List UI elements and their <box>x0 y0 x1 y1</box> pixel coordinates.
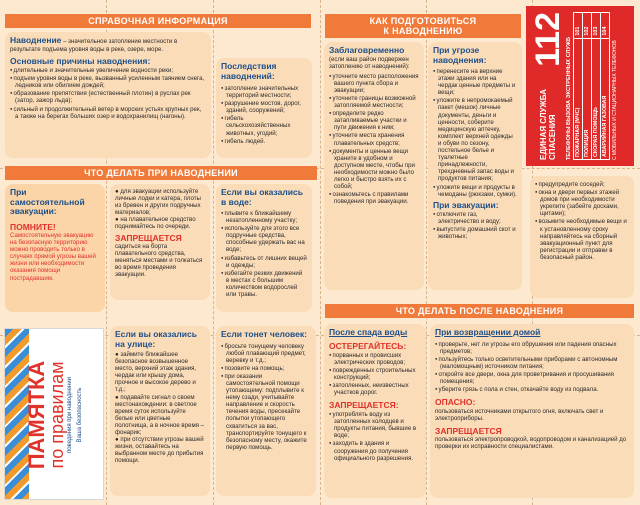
list-item: ● гибель людей. <box>221 137 307 145</box>
in-water-panel <box>216 184 312 312</box>
danger-label: ОПАСНО: <box>435 397 476 408</box>
fold-line <box>426 0 427 505</box>
list-item: ● предупредите соседей; <box>535 180 629 188</box>
self-evacuation-rules-panel <box>110 184 210 300</box>
list-item: ● разрушение мостов, дорог, зданий, сооружений; <box>221 99 307 114</box>
list-item: ● уложите вещи и продукты в чемоданы (рюкзаки, сумки). <box>433 183 517 198</box>
after-forbidden-list <box>329 410 421 462</box>
list-item: ● при оказании самостоятельной помощи утопающему: подплывите к нему сзади, учитывайте направление и скорость течения воды, пресекайте попытки утопающего схватиться за вас, транспортируйте тонущего к безопасному месту, окажите первую помощь. <box>221 372 311 451</box>
evacuation-continued-list <box>535 180 629 261</box>
list-item: ● позовите на помощь; <box>221 364 311 372</box>
threat-panel <box>428 42 522 290</box>
list-item: ● окна и двери первых этажей домов при необходимости укрепите (забейте досками, щитами); <box>535 188 629 217</box>
list-item: ● плывите к ближайшему незатопленному участку; <box>221 209 307 224</box>
self-evacuation-panel <box>5 184 105 312</box>
advance-title: Заблаговременно <box>329 45 405 55</box>
list-item: ● уберите грязь с пола и стен, откачайте воду из подвала. <box>435 385 629 393</box>
list-item: ● отключите газ, электричество и воду; <box>433 210 517 225</box>
evacuation-title: При эвакуации: <box>433 199 499 210</box>
forbidden-text: садиться на борта плавательного средства, меняться местами и толкаться во время проведения эвакуации. <box>115 243 203 279</box>
drowning-panel <box>216 326 316 496</box>
causes-title: Основные причины наводнения: <box>10 55 151 66</box>
list-item: ● избегайте резких движений в местах с большим количеством водорослей или травы. <box>221 269 307 298</box>
service-code: 103 <box>592 13 601 39</box>
return-home-title: При возвращении домой <box>435 327 541 337</box>
remember-label: ПОМНИТЕ! <box>10 221 56 232</box>
list-item: ● заходить в здания и сооружения до получения официального разрешения. <box>329 439 421 461</box>
return-home-list <box>435 340 629 394</box>
list-item: ● образование препятствия (естественный плотин) в руслах рек (затор, зажор льда); <box>10 89 206 104</box>
advance-preparation-panel <box>324 42 424 290</box>
street-text: ● займите ближайшее безопасное возвышенное место, верхний этаж здания, чердак или крышу дома, прочное и высокое дерево и т.д.; ● подавайте сигнал о своем местонахождении: в светлое время суток используйте белые или цветные полотнища, а в ночное время – фонарик; ● при отсутствии угрозы вашей жизни, оставайтесь на выбранном месте до прибытия помощи. <box>115 351 205 465</box>
term: Наводнение <box>10 35 62 45</box>
service-code: 101 <box>574 13 583 39</box>
list-item: ● определите редко затапливаемые участки и пути движения к ним; <box>329 109 419 131</box>
list-item: ● проверьте, нет ли угрозы его обрушения или падения опасных предметов; <box>435 340 629 355</box>
list-item: ● употреблять воду из затопленных колодцев и продукты питания, бывшие в воде; <box>329 410 421 439</box>
list-item: ● затопленных, неизвестных участков дорог. <box>329 381 421 396</box>
fold-line <box>213 0 214 505</box>
hotline-number: 112 <box>529 12 567 67</box>
in-water-title: Если вы оказались в воде: <box>221 187 303 207</box>
table-row <box>592 13 601 160</box>
service-name: ПОЖАРНАЯ (МЧС) <box>574 38 583 159</box>
drowning-list <box>221 342 311 451</box>
list-item: ● выпустите домашний скот и животных; <box>433 225 517 240</box>
list-item: ● поврежденных строительных конструкций; <box>329 366 421 381</box>
service-name: АВАРИЙНАЯ ГАЗОВАЯ <box>601 38 610 159</box>
list-item: ● уточните места хранения плавательных средств; <box>329 131 419 146</box>
consequences-list <box>221 84 307 145</box>
evacuation-list <box>433 210 517 240</box>
advance-list <box>329 72 419 206</box>
after-forbidden-label: ЗАПРЕЩАЕТСЯ: <box>329 399 399 410</box>
threat-list <box>433 67 517 198</box>
consequences-panel <box>216 58 312 158</box>
service-name: СКОРАЯ ПОМОЩЬ <box>592 38 601 159</box>
self-evacuation-title: При самостоятельной эвакуации: <box>10 187 85 216</box>
list-item: ● подъем уровня воды в реке, вызванный усиленным таянием снега, ледников или обилием дождей; <box>10 74 206 89</box>
caution-list <box>329 351 421 397</box>
advance-subtitle: (если ваш район подвержен затоплению от наводнений): <box>329 55 410 70</box>
remember-text: Самостоятельную эвакуацию на безопасную территорию можно проводить только в случаях прямой угрозы вашей жизни или необходимости оказания помощи пострадавшим. <box>10 232 96 282</box>
service-subtitle: СПАСЕНИЯ <box>548 114 557 160</box>
cover-small: поведения при наводнении <box>67 376 73 454</box>
list-item: ● возьмите необходимые вещи и к установленному сроку направляйтесь на сборный эвакуационный пункт для регистрации и отправки в безопасный район. <box>535 217 629 261</box>
list-item: ● уложите в непромокаемый пакет (мешок) личные документы, деньги и ценности, соберите медицинскую аптечку, комплект верхней одежды и обуви по сезону, постельное белье и туалетные принадлежности, трехдневный запас воды и продуктов питания; <box>433 96 517 182</box>
list-item: ● длительные и значительные увеличение водности реки; <box>10 66 206 74</box>
after-water-panel <box>324 324 426 498</box>
after-water-title: После спада воды <box>329 327 408 337</box>
danger-text: пользоваться источниками открытого огня, включать свет и электроприборы. <box>435 407 604 422</box>
list-item: ● перенесите на верхние этажи здания или на чердак ценные предметы и вещи; <box>433 67 517 96</box>
list-item: ● избавьтесь от лишних вещей и одежды; <box>221 254 307 269</box>
fold-line <box>320 0 321 505</box>
return-forbidden-label: ЗАПРЕЩАЕТСЯ <box>435 425 502 436</box>
phones-table <box>573 12 610 160</box>
table-row <box>601 13 610 160</box>
phones-note: С МОБИЛЬНЫХ И СТАЦИОНАРНЫХ ТЕЛЕФОНОВ <box>612 40 618 160</box>
consequences-title: Последствия наводнений: <box>221 61 277 81</box>
forbidden-label: ЗАПРЕЩАЕТСЯ <box>115 232 182 243</box>
street-title: Если вы оказались на улице: <box>115 329 197 349</box>
list-item: ● уточните границы возможной затопляемой местности; <box>329 94 419 109</box>
band-reference-info: СПРАВОЧНАЯ ИНФОРМАЦИЯ <box>5 14 311 28</box>
return-forbidden-text: пользоваться электропроводкой, водопроводом и канализацией до проверки их исправности специалистами. <box>435 436 627 451</box>
list-item: ● бросьте тонущему человеку любой плавающий предмет, веревку и т.д.; <box>221 342 311 364</box>
in-water-list <box>221 209 307 298</box>
service-code: 102 <box>583 13 592 39</box>
list-item: ● документы и ценные вещи храните в удобном и доступном месте, чтобы при необходимости можно было легко и быстро взять их с собой; <box>329 147 419 191</box>
list-item: ● ознакомьтесь с правилами поведения при эвакуации. <box>329 190 419 205</box>
list-item: ● откройте все двери, окна для проветривания и просушивания помещения; <box>435 370 629 385</box>
return-home-panel <box>430 324 634 498</box>
self-evacuation-rules: ● для эвакуации используйте личные лодки и катера, плоты из бревен и других подручных материалов; ● на плавательное средство поднимайтесь по очереди. <box>115 188 201 231</box>
table-row <box>583 13 592 160</box>
cover-title: ПАМЯТКА <box>24 360 49 470</box>
band-during-flood: ЧТО ДЕЛАТЬ ПРИ НАВОДНЕНИИ <box>5 166 317 180</box>
definition: – значительное затопление местности в результате подъема уровня воды в реке, озере, море. <box>10 38 178 53</box>
street-panel <box>110 326 210 496</box>
phones-header: ТЕЛЕФОНЫ ВЫЗОВА ЭКСТРЕННЫХ СЛУЖБ <box>566 37 572 160</box>
list-item: ● пользуйтесь только осветительными приборами с автономным (маломощным) источником питания; <box>435 355 629 370</box>
list-item: ● затопление значительных территорий местности; <box>221 84 307 99</box>
threat-title: При угрозе наводнения: <box>433 45 487 65</box>
evacuation-continued-panel <box>530 176 634 298</box>
causes-list <box>10 66 206 120</box>
table-row <box>574 13 583 160</box>
list-item: ● сильный и продолжительный ветер в морских устьях крупных рек, а также на берегах больших озер и водохранилищ (нагоны). <box>10 105 206 120</box>
list-item: ● порванных и провисших электрических проводов; <box>329 351 421 366</box>
cover-footer: Ваша безопасность <box>77 387 83 443</box>
cover-panel <box>4 328 104 500</box>
service-code: 104 <box>601 13 610 39</box>
drowning-title: Если тонет человек: <box>221 329 307 339</box>
cover-subtitle: по правилам <box>47 361 67 469</box>
list-item: ● гибель сельскохозяйственных животных, угодий; <box>221 114 307 136</box>
band-after-flood: ЧТО ДЕЛАТЬ ПОСЛЕ НАВОДНЕНИЯ <box>325 304 634 318</box>
list-item: ● используйте для этого все подручные средства, способные удержать вас на воде; <box>221 224 307 253</box>
list-item: ● уточните место расположения вашего пункта сбора и эвакуации; <box>329 72 419 94</box>
band-how-to-prepare: КАК ПОДГОТОВИТЬСЯ К НАВОДНЕНИЮ <box>325 14 521 38</box>
emergency-phones-panel <box>526 6 634 166</box>
service-title: ЕДИНАЯ СЛУЖБА <box>539 89 548 160</box>
info-panel <box>5 32 211 158</box>
caution-label: ОСТЕРЕГАЙТЕСЬ: <box>329 340 407 351</box>
service-name: ПОЛИЦИЯ <box>583 38 592 159</box>
